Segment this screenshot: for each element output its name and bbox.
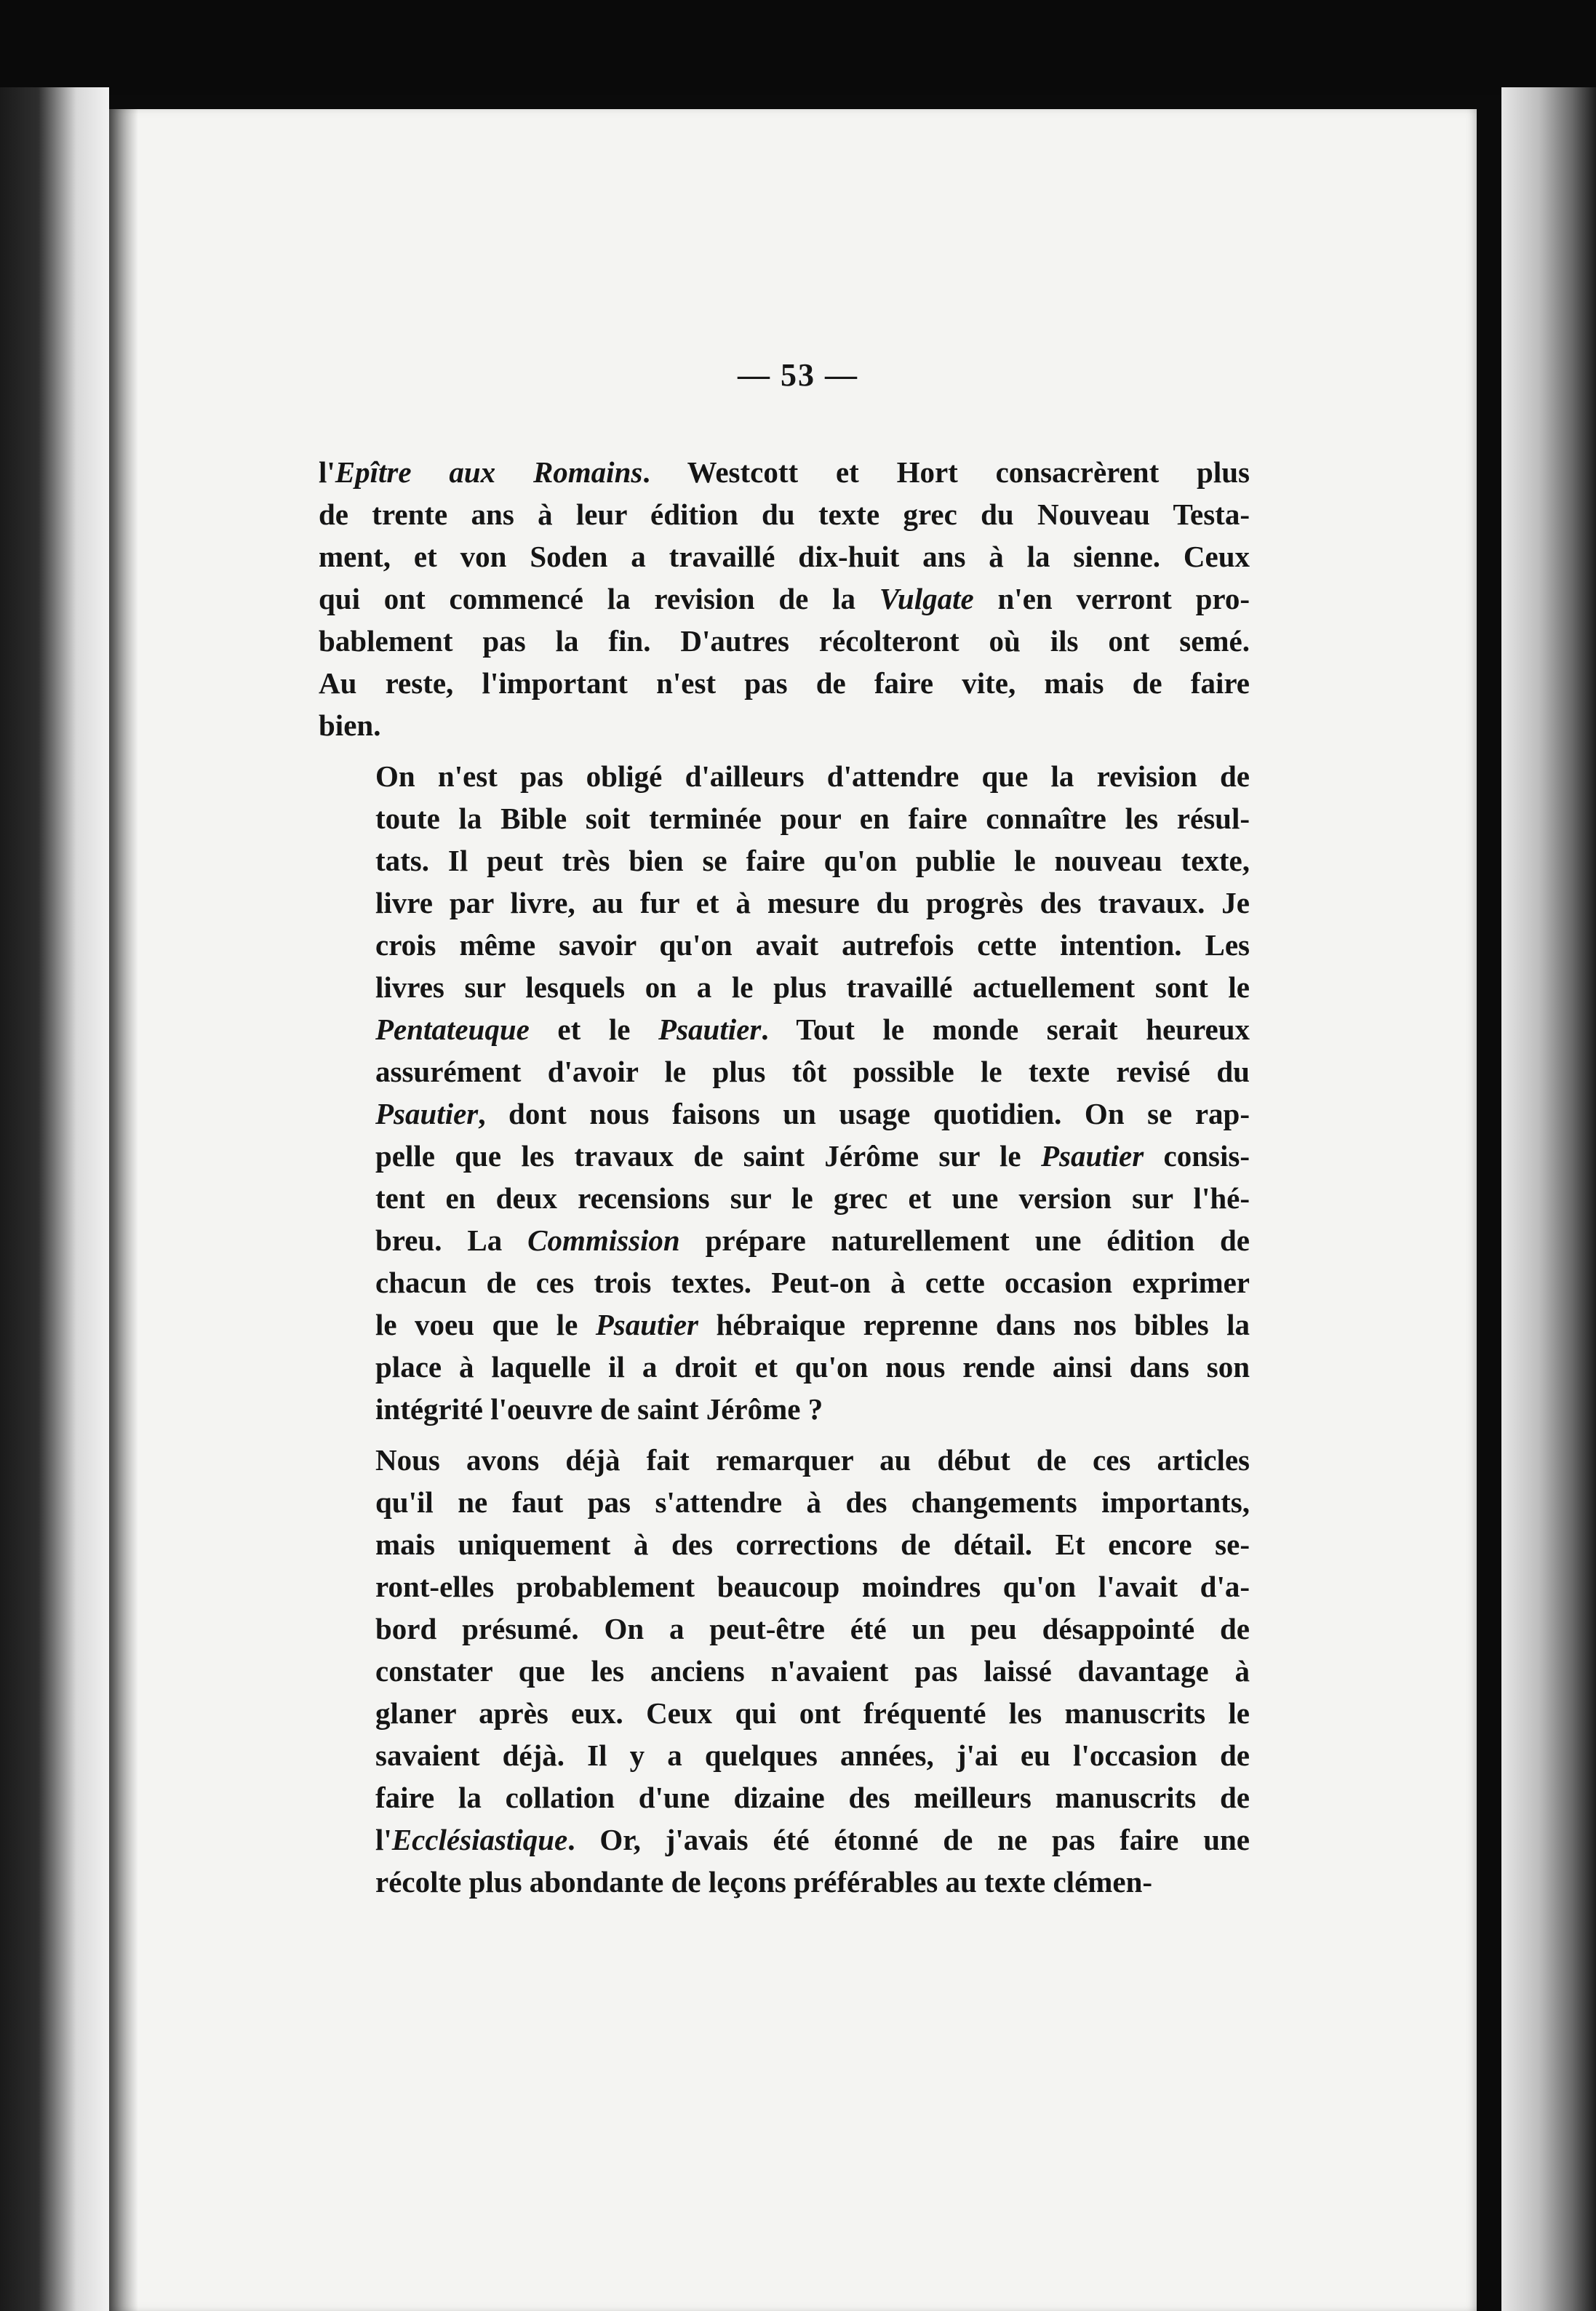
paragraph <box>319 1439 1250 1903</box>
text-line <box>319 662 1250 704</box>
text-run: breu. La <box>375 1224 528 1257</box>
binding-shadow <box>109 109 138 2311</box>
text-run: de trente ans à leur édition du texte grec du Nouveau Testa- <box>319 498 1250 531</box>
text-run: Au reste, l'important n'est pas de faire vite, mais de faire <box>319 666 1250 700</box>
text-line <box>319 1304 1250 1346</box>
text-run: n'en verront pro- <box>973 582 1250 615</box>
italic-term: Vulgate <box>879 582 974 615</box>
text-line <box>319 882 1250 924</box>
text-run: savaient déjà. Il y a quelques années, j'ai eu l'occasion de <box>375 1739 1250 1772</box>
text-line <box>319 1734 1250 1776</box>
text-run: Nous avons déjà fait remarquer au début de ces articles <box>375 1443 1250 1477</box>
text-line <box>319 1439 1250 1481</box>
text-line <box>319 1819 1250 1861</box>
text-run: chacun de ces trois textes. Peut-on à cette occasion exprimer <box>375 1266 1250 1299</box>
text-line <box>319 1481 1250 1523</box>
text-line <box>319 535 1250 578</box>
text-run: tats. Il peut très bien se faire qu'on publie le nouveau texte, <box>375 844 1250 877</box>
text-run: le voeu que le <box>375 1308 596 1341</box>
text-line <box>319 1050 1250 1093</box>
text-run: tent en deux recensions sur le grec et une version sur l'hé- <box>375 1181 1250 1215</box>
italic-term: Psautier <box>658 1013 762 1046</box>
text-line <box>319 924 1250 966</box>
text-run: récolte plus abondante de leçons préférables au texte clémen- <box>375 1865 1153 1899</box>
text-run: et le <box>529 1013 659 1046</box>
text-run: qu'il ne faut pas s'attendre à des changements importants, <box>375 1485 1250 1519</box>
text-line <box>319 1565 1250 1608</box>
text-run: pelle que les travaux de saint Jérôme sur le <box>375 1139 1041 1173</box>
text-run: faire la collation d'une dizaine des meilleurs manuscrits de <box>375 1781 1250 1814</box>
scan-left-edge <box>0 87 109 2311</box>
text-line <box>319 1093 1250 1135</box>
text-run: assurément d'avoir le plus tôt possible le texte revisé du <box>375 1055 1250 1088</box>
text-run: toute la Bible soit terminée pour en faire connaître les résul- <box>375 802 1250 835</box>
text-run: place à laquelle il a droit et qu'on nous rende ainsi dans son <box>375 1350 1250 1384</box>
italic-term: Psautier <box>1040 1139 1144 1173</box>
paragraph <box>319 451 1250 746</box>
text-line <box>319 578 1250 620</box>
text-line <box>319 797 1250 839</box>
text-line <box>319 1523 1250 1565</box>
text-run: hébraique reprenne dans nos bibles la <box>698 1308 1250 1341</box>
text-run: intégrité l'oeuvre de saint Jérôme ? <box>375 1392 823 1426</box>
scan-right-edge <box>1501 87 1596 2311</box>
text-run: l' <box>319 455 335 489</box>
text-line <box>319 1650 1250 1692</box>
text-run: bien. <box>319 709 381 742</box>
text-run: On n'est pas obligé d'ailleurs d'attendre que la revision de <box>375 759 1250 793</box>
text-run: prépare naturellement une édition de <box>679 1224 1250 1257</box>
text-run: bablement pas la fin. D'autres récolteront où ils ont semé. <box>319 624 1250 658</box>
text-line <box>319 1776 1250 1819</box>
text-line <box>319 493 1250 535</box>
text-line <box>319 1388 1250 1430</box>
text-run: . Tout le monde serait heureux <box>761 1013 1250 1046</box>
scan-top-border <box>0 0 1596 95</box>
text-line <box>319 1861 1250 1903</box>
text-line <box>319 1261 1250 1304</box>
italic-term: Psautier <box>595 1308 698 1341</box>
text-run: glaner après eux. Ceux qui ont fréquenté les manuscrits le <box>375 1696 1250 1730</box>
text-run: . Westcott et Hort consacrèrent plus <box>642 455 1250 489</box>
paragraph <box>319 755 1250 1430</box>
italic-term: Psautier <box>375 1097 479 1130</box>
text-run: mais uniquement à des corrections de détail. Et encore se- <box>375 1528 1250 1561</box>
text-line <box>319 1135 1250 1177</box>
text-run: constater que les anciens n'avaient pas laissé davantage à <box>375 1654 1250 1688</box>
text-line <box>319 1008 1250 1050</box>
text-run: livre par livre, au fur et à mesure du progrès des travaux. Je <box>375 886 1250 919</box>
text-run: , dont nous faisons un usage quotidien. On se rap- <box>478 1097 1250 1130</box>
body-text <box>319 451 1250 1903</box>
text-run: crois même savoir qu'on avait autrefois cette intention. Les <box>375 928 1250 962</box>
page-number: — 53 — <box>738 357 858 393</box>
text-line <box>319 704 1250 746</box>
text-line <box>319 1346 1250 1388</box>
text-line <box>319 620 1250 662</box>
text-line <box>319 1608 1250 1650</box>
text-line <box>319 1692 1250 1734</box>
text-run: consis- <box>1144 1139 1250 1173</box>
text-line <box>319 839 1250 882</box>
italic-term: Ecclésiastique <box>391 1823 568 1856</box>
text-line <box>319 1219 1250 1261</box>
text-run: bord présumé. On a peut-être été un peu désappointé de <box>375 1612 1250 1645</box>
italic-term: Epître aux Romains <box>335 455 643 489</box>
text-run: l' <box>375 1823 392 1856</box>
text-line <box>319 1177 1250 1219</box>
text-run: . Or, j'avais été étonné de ne pas faire une <box>567 1823 1250 1856</box>
text-run: qui ont commencé la revision de la <box>319 582 879 615</box>
text-line <box>319 451 1250 493</box>
italic-term: Pentateuque <box>375 1013 530 1046</box>
text-line <box>319 755 1250 797</box>
text-run: livres sur lesquels on a le plus travaillé actuellement sont le <box>375 970 1250 1004</box>
text-run: ment, et von Soden a travaillé dix-huit ans à la sienne. Ceux <box>319 540 1250 573</box>
text-run: ront-elles probablement beaucoup moindres qu'on l'avait d'a- <box>375 1570 1250 1603</box>
text-line <box>319 966 1250 1008</box>
italic-term: Commission <box>527 1224 680 1257</box>
